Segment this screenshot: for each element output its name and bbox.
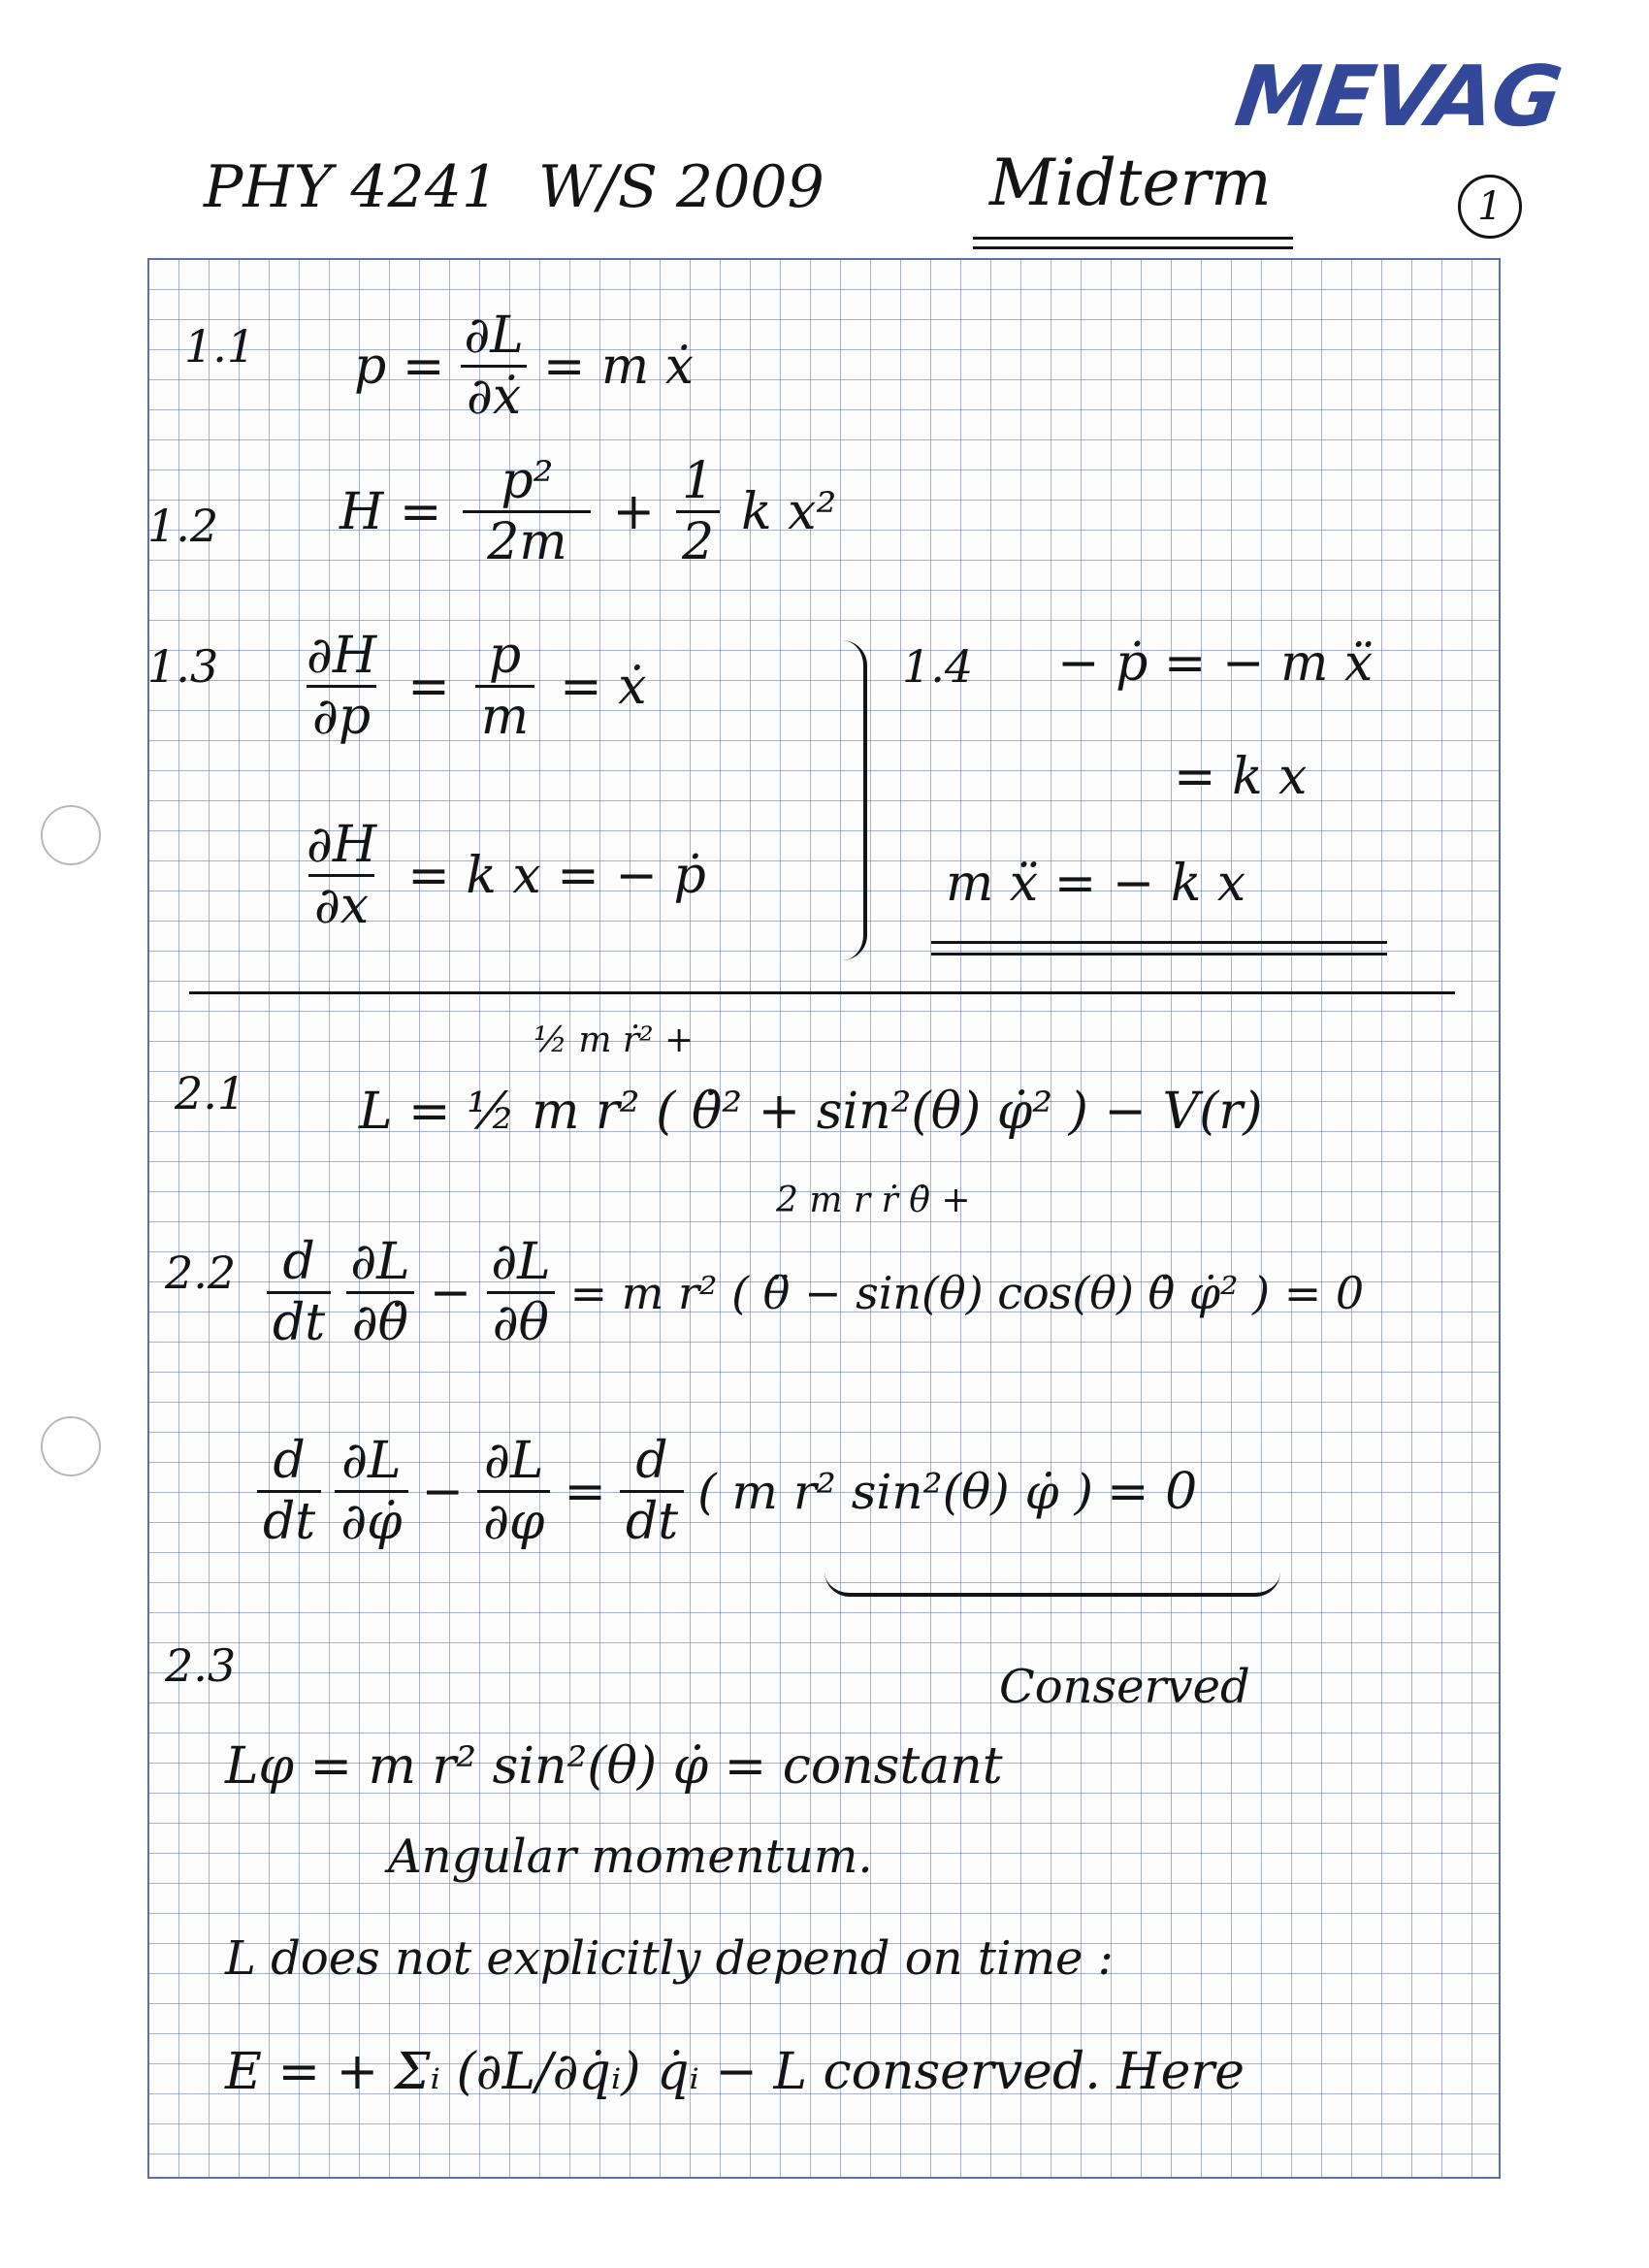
- eq-1-4-line2: = k x: [1174, 748, 1308, 806]
- frac-den: dt: [267, 1291, 331, 1348]
- frac-num: ∂L: [464, 307, 524, 365]
- eq-1-2-half: [676, 452, 720, 571]
- frac-num: ∂H: [307, 627, 377, 685]
- eq-1-4-line1: − ṗ = − m ẍ: [1057, 634, 1374, 693]
- eq-1-3-frac-a: [301, 627, 382, 746]
- course-code: PHY 4241: [204, 153, 500, 221]
- eq-2-2-phi-minus: −: [421, 1462, 465, 1521]
- title-underline: [973, 237, 1293, 240]
- frac-num: ∂L: [350, 1233, 410, 1291]
- eq-1-3-row1-rhs: = ẋ: [560, 657, 647, 716]
- eq-2-1: L = ½ m r² ( θ̇² + sin²(θ) φ̇² ) − V(r): [359, 1083, 1263, 1141]
- eq-2-2-phi-zero: = 0: [1107, 1462, 1198, 1521]
- page-number: 1: [1458, 175, 1522, 239]
- frac-num: 1: [682, 452, 715, 510]
- label-1-4: 1.4: [902, 640, 974, 693]
- frac-num: ∂L: [491, 1233, 551, 1291]
- label-1-2: 1.2: [147, 500, 219, 552]
- eq-2-2-theta-minus: −: [429, 1263, 472, 1322]
- frac-num: d: [635, 1432, 668, 1490]
- label-2-2: 2.2: [165, 1247, 237, 1299]
- eq-2-2-phi-paren: ( m r² sin²(θ) φ̇ ): [697, 1463, 1094, 1520]
- eq-1-3-frac-b: [475, 627, 534, 746]
- eq-2-3-energy: E = + Σᵢ (∂L/∂q̇ᵢ) q̇ᵢ − L conserved. Here: [225, 2043, 1245, 2101]
- eq-1-2-rhs: k x²: [741, 482, 837, 541]
- punch-hole-top: [41, 805, 101, 865]
- frac-den: 2m: [463, 510, 591, 567]
- frac-den: m: [475, 685, 534, 742]
- eq-1-3-row2-rhs: = k x = − ṗ: [407, 846, 706, 905]
- eq-1-1: [354, 307, 695, 426]
- underbrace-conserved: [824, 1571, 1280, 1597]
- label-2-1: 2.1: [175, 1067, 246, 1119]
- term: W/S 2009: [538, 153, 824, 221]
- frac-den: ∂φ: [477, 1490, 550, 1547]
- eq-2-2-theta-partial-a: [344, 1233, 415, 1352]
- eq-2-2-phi-d: [257, 1432, 321, 1551]
- title-underline-2: [973, 246, 1293, 249]
- brand-logo: MEVAG: [1229, 49, 1567, 146]
- eq-2-2-theta: [267, 1233, 1365, 1352]
- eq-1-2-lhs: H =: [340, 482, 442, 541]
- eq-2-2-theta-d: [267, 1233, 331, 1352]
- eq-1-3-row1: [301, 627, 647, 746]
- frac-den: dt: [620, 1490, 684, 1547]
- conserved-note: Conserved: [999, 1660, 1250, 1714]
- eq-2-2-phi-eq: =: [564, 1462, 606, 1521]
- eq-2-2-insert: 2 m r ṙ θ̇ +: [776, 1181, 971, 1220]
- eq-2-2-phi-ddt: [620, 1432, 684, 1551]
- answer-underline-1: [931, 941, 1387, 944]
- frac-num: ∂L: [341, 1432, 402, 1490]
- eq-2-3-note2: L does not explicitly depend on time :: [225, 1931, 1114, 1986]
- eq-1-1-frac: [458, 307, 529, 426]
- eq-1-3-eq: =: [407, 657, 450, 716]
- eq-2-2-theta-rhs: = m r² ( θ̈ − sin(θ) cos(θ) θ̇ φ̇² ) = 0: [569, 1266, 1365, 1319]
- eq-1-2-frac: [463, 452, 591, 571]
- punch-hole-bottom: [41, 1416, 101, 1476]
- label-1-1: 1.1: [184, 320, 256, 373]
- frac-den: ∂p: [307, 685, 376, 742]
- eq-1-3-row2: [301, 816, 706, 935]
- brace-1-3: [842, 640, 867, 960]
- eq-1-1-rhs: = m ẋ: [542, 337, 695, 396]
- frac-den: ∂ẋ: [461, 365, 527, 422]
- page-title: Midterm: [989, 146, 1272, 220]
- frac-den: ∂x: [308, 874, 374, 931]
- eq-1-4-line3: m ẍ = − k x: [946, 855, 1246, 913]
- frac-den: ∂φ̇: [335, 1490, 407, 1547]
- eq-1-2-plus: +: [612, 482, 656, 541]
- frac-den: dt: [257, 1490, 321, 1547]
- label-1-3: 1.3: [147, 640, 219, 693]
- eq-2-3: Lφ = m r² sin²(θ) φ̇ = constant: [225, 1737, 1003, 1796]
- answer-underline-2: [931, 953, 1387, 956]
- frac-num: p²: [501, 452, 554, 510]
- eq-2-2-phi-partial-a: [335, 1432, 407, 1551]
- label-2-3: 2.3: [165, 1639, 237, 1692]
- eq-1-1-lhs: p =: [354, 337, 445, 396]
- eq-2-1-insert: ½ m ṙ² +: [534, 1021, 695, 1060]
- frac-den: ∂θ: [487, 1291, 555, 1348]
- frac-num: d: [282, 1233, 315, 1291]
- eq-2-2-phi: [257, 1432, 1198, 1551]
- frac-num: p: [488, 627, 522, 685]
- eq-2-2-phi-partial-b: [477, 1432, 550, 1551]
- section-divider: [189, 991, 1455, 994]
- eq-2-3-note1: Angular momentum.: [388, 1830, 873, 1884]
- eq-1-2: [340, 452, 837, 571]
- eq-2-2-theta-partial-b: [485, 1233, 556, 1352]
- frac-num: ∂H: [307, 816, 377, 874]
- frac-num: d: [273, 1432, 306, 1490]
- frac-den: ∂θ̇: [346, 1291, 414, 1348]
- frac-num: ∂L: [484, 1432, 544, 1490]
- frac-den: 2: [676, 510, 720, 567]
- eq-1-3-frac-c: [301, 816, 382, 935]
